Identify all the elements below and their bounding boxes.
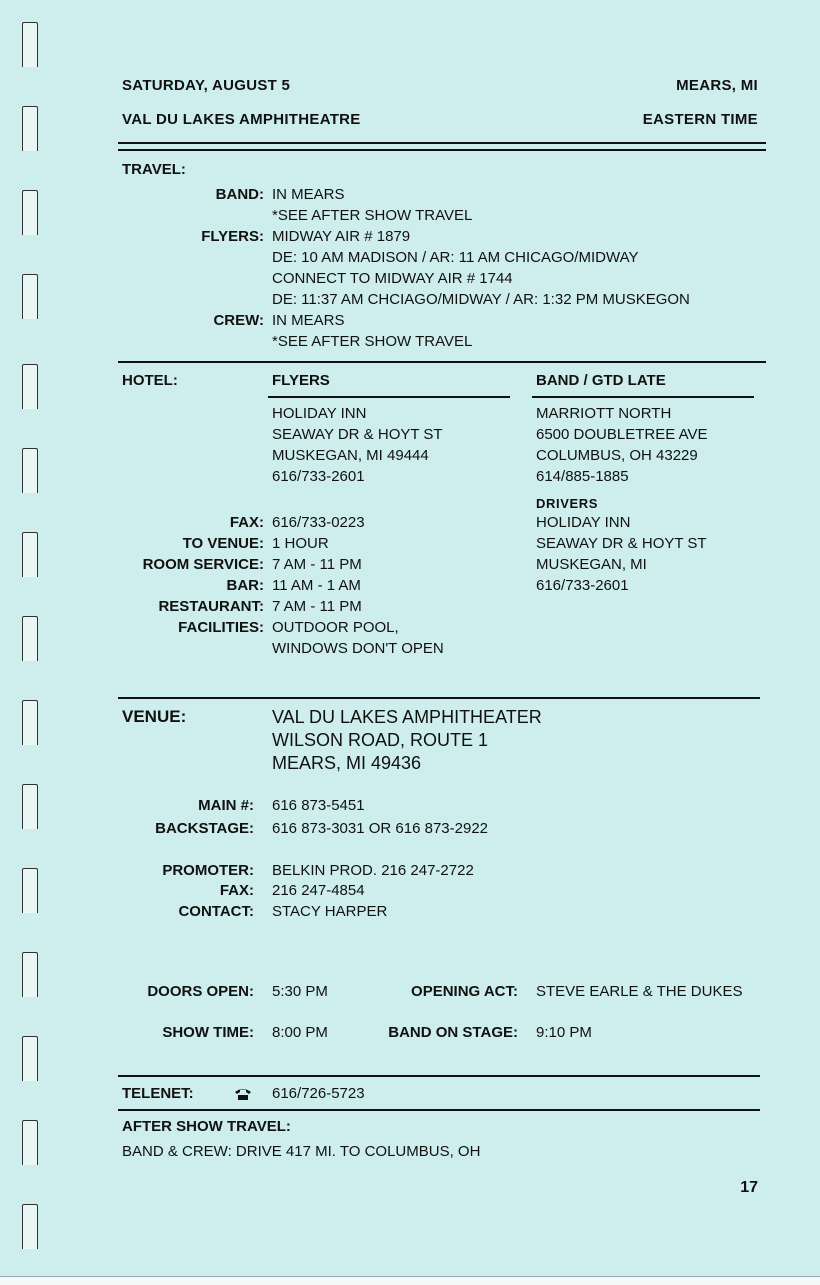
section-divider [118, 361, 766, 363]
hotel-band-heading: BAND / GTD LATE [536, 372, 666, 389]
binder-hole [22, 190, 38, 235]
hotel-facilities-line2: WINDOWS DON'T OPEN [272, 640, 444, 657]
telenet-value: 616/726-5723 [272, 1085, 365, 1102]
header-city: MEARS, MI [676, 77, 758, 94]
hotel-detail-label: FACILITIES: [178, 619, 264, 636]
hotel-title: HOTEL: [122, 372, 178, 389]
venue-main-value: 616 873-5451 [272, 797, 365, 814]
travel-crew-line: *SEE AFTER SHOW TRAVEL [272, 333, 473, 350]
venue-title: VENUE: [122, 707, 187, 726]
travel-flyers-line: MIDWAY AIR # 1879 [272, 228, 411, 245]
section-divider [118, 697, 760, 699]
hotel-detail-value: 11 AM - 1 AM [272, 577, 361, 594]
band-on-stage-label: BAND ON STAGE: [388, 1024, 518, 1041]
hotel-drivers-address-line: 616/733-2601 [536, 577, 629, 594]
travel-flyers-line: DE: 11:37 AM CHCIAGO/MIDWAY / AR: 1:32 PM MUSKEGON [272, 291, 690, 308]
venue-backstage-label: BACKSTAGE: [155, 820, 254, 837]
binder-hole [22, 1036, 38, 1081]
header-venue: VAL DU LAKES AMPHITHEATRE [122, 111, 361, 128]
travel-band-line: IN MEARS [272, 186, 345, 203]
hotel-flyers-address-line: MUSKEGAN, MI 49444 [272, 447, 429, 464]
doors-open-label: DOORS OPEN: [147, 983, 254, 1000]
travel-flyers-label: FLYERS: [201, 228, 264, 245]
hotel-detail-label: ROOM SERVICE: [142, 556, 264, 573]
opening-act-value: STEVE EARLE & THE DUKES [536, 983, 743, 1000]
hotel-band-address-line: 6500 DOUBLETREE AVE [536, 426, 708, 443]
binder-hole [22, 1204, 38, 1249]
hotel-flyers-address-line: 616/733-2601 [272, 468, 365, 485]
hotel-detail-label: TO VENUE: [182, 535, 264, 552]
hotel-detail-label: RESTAURANT: [158, 598, 264, 615]
telenet-label: TELENET: [122, 1085, 194, 1102]
hotel-drivers-heading: DRIVERS [536, 496, 598, 511]
opening-act-label: OPENING ACT: [411, 983, 518, 1000]
venue-address-line: VAL DU LAKES AMPHITHEATER [272, 707, 542, 727]
show-time-label: SHOW TIME: [162, 1024, 254, 1041]
venue-main-label: MAIN #: [198, 797, 254, 814]
after-show-title: AFTER SHOW TRAVEL: [122, 1118, 291, 1135]
hotel-drivers-address-line: MUSKEGAN, MI [536, 556, 647, 573]
section-divider [118, 1109, 760, 1111]
binder-hole [22, 274, 38, 319]
header-date: SATURDAY, AUGUST 5 [122, 77, 291, 94]
header-divider [118, 142, 766, 144]
binder-hole [22, 616, 38, 661]
hotel-detail-value: 7 AM - 11 PM [272, 556, 362, 573]
hotel-drivers-address-line: HOLIDAY INN [536, 514, 631, 531]
hotel-detail-value: 1 HOUR [272, 535, 329, 552]
venue-address-line: MEARS, MI 49436 [272, 753, 422, 773]
hotel-band-address-line: MARRIOTT NORTH [536, 405, 672, 422]
venue-fax-label: FAX: [219, 882, 254, 899]
venue-address-line: WILSON ROAD, ROUTE 1 [272, 730, 489, 750]
hotel-drivers-address-line: SEAWAY DR & HOYT ST [536, 535, 707, 552]
binder-hole [22, 106, 38, 151]
binder-hole [22, 22, 38, 67]
binder-hole [22, 784, 38, 829]
hotel-detail-value: OUTDOOR POOL, [272, 619, 399, 636]
binder-hole [22, 1120, 38, 1165]
column-divider [532, 396, 754, 398]
header-divider [118, 149, 766, 151]
show-time-value: 8:00 PM [272, 1024, 328, 1041]
binder-hole [22, 700, 38, 745]
travel-flyers-line: CONNECT TO MIDWAY AIR # 1744 [272, 270, 513, 287]
binder-hole [22, 532, 38, 577]
hotel-detail-label: FAX: [229, 514, 264, 531]
binder-hole [22, 952, 38, 997]
hotel-band-address-line: COLUMBUS, OH 43229 [536, 447, 698, 464]
hotel-detail-value: 616/733-0223 [272, 514, 365, 531]
travel-band-label: BAND: [215, 186, 264, 203]
column-divider [268, 396, 510, 398]
hotel-detail-label: BAR: [226, 577, 264, 594]
binder-hole [22, 448, 38, 493]
venue-promoter-label: PROMOTER: [162, 862, 254, 879]
travel-crew-line: IN MEARS [272, 312, 345, 329]
venue-fax-value: 216 247-4854 [272, 882, 365, 899]
travel-band-line: *SEE AFTER SHOW TRAVEL [272, 207, 473, 224]
header-timezone: EASTERN TIME [642, 111, 758, 128]
after-show-text: BAND & CREW: DRIVE 417 MI. TO COLUMBUS, OH [122, 1143, 481, 1160]
travel-flyers-line: DE: 10 AM MADISON / AR: 11 AM CHICAGO/MIDWAY [272, 249, 639, 266]
venue-contact-value: STACY HARPER [272, 903, 388, 920]
page-number: 17 [740, 1179, 758, 1196]
section-divider [118, 1075, 760, 1077]
hotel-flyers-heading: FLYERS [272, 372, 330, 389]
venue-contact-label: CONTACT: [178, 903, 254, 920]
hotel-detail-value: 7 AM - 11 PM [272, 598, 362, 615]
travel-crew-label: CREW: [213, 312, 264, 329]
telephone-icon [234, 1086, 252, 1105]
venue-promoter-value: BELKIN PROD. 216 247-2722 [272, 862, 474, 879]
travel-title: TRAVEL: [122, 161, 186, 178]
hotel-band-address-line: 614/885-1885 [536, 468, 629, 485]
venue-backstage-value: 616 873-3031 OR 616 873-2922 [272, 820, 489, 837]
doors-open-value: 5:30 PM [272, 983, 328, 1000]
binder-hole [22, 364, 38, 409]
hotel-flyers-address-line: SEAWAY DR & HOYT ST [272, 426, 443, 443]
binder-hole [22, 868, 38, 913]
band-on-stage-value: 9:10 PM [536, 1024, 592, 1041]
hotel-flyers-address-line: HOLIDAY INN [272, 405, 367, 422]
